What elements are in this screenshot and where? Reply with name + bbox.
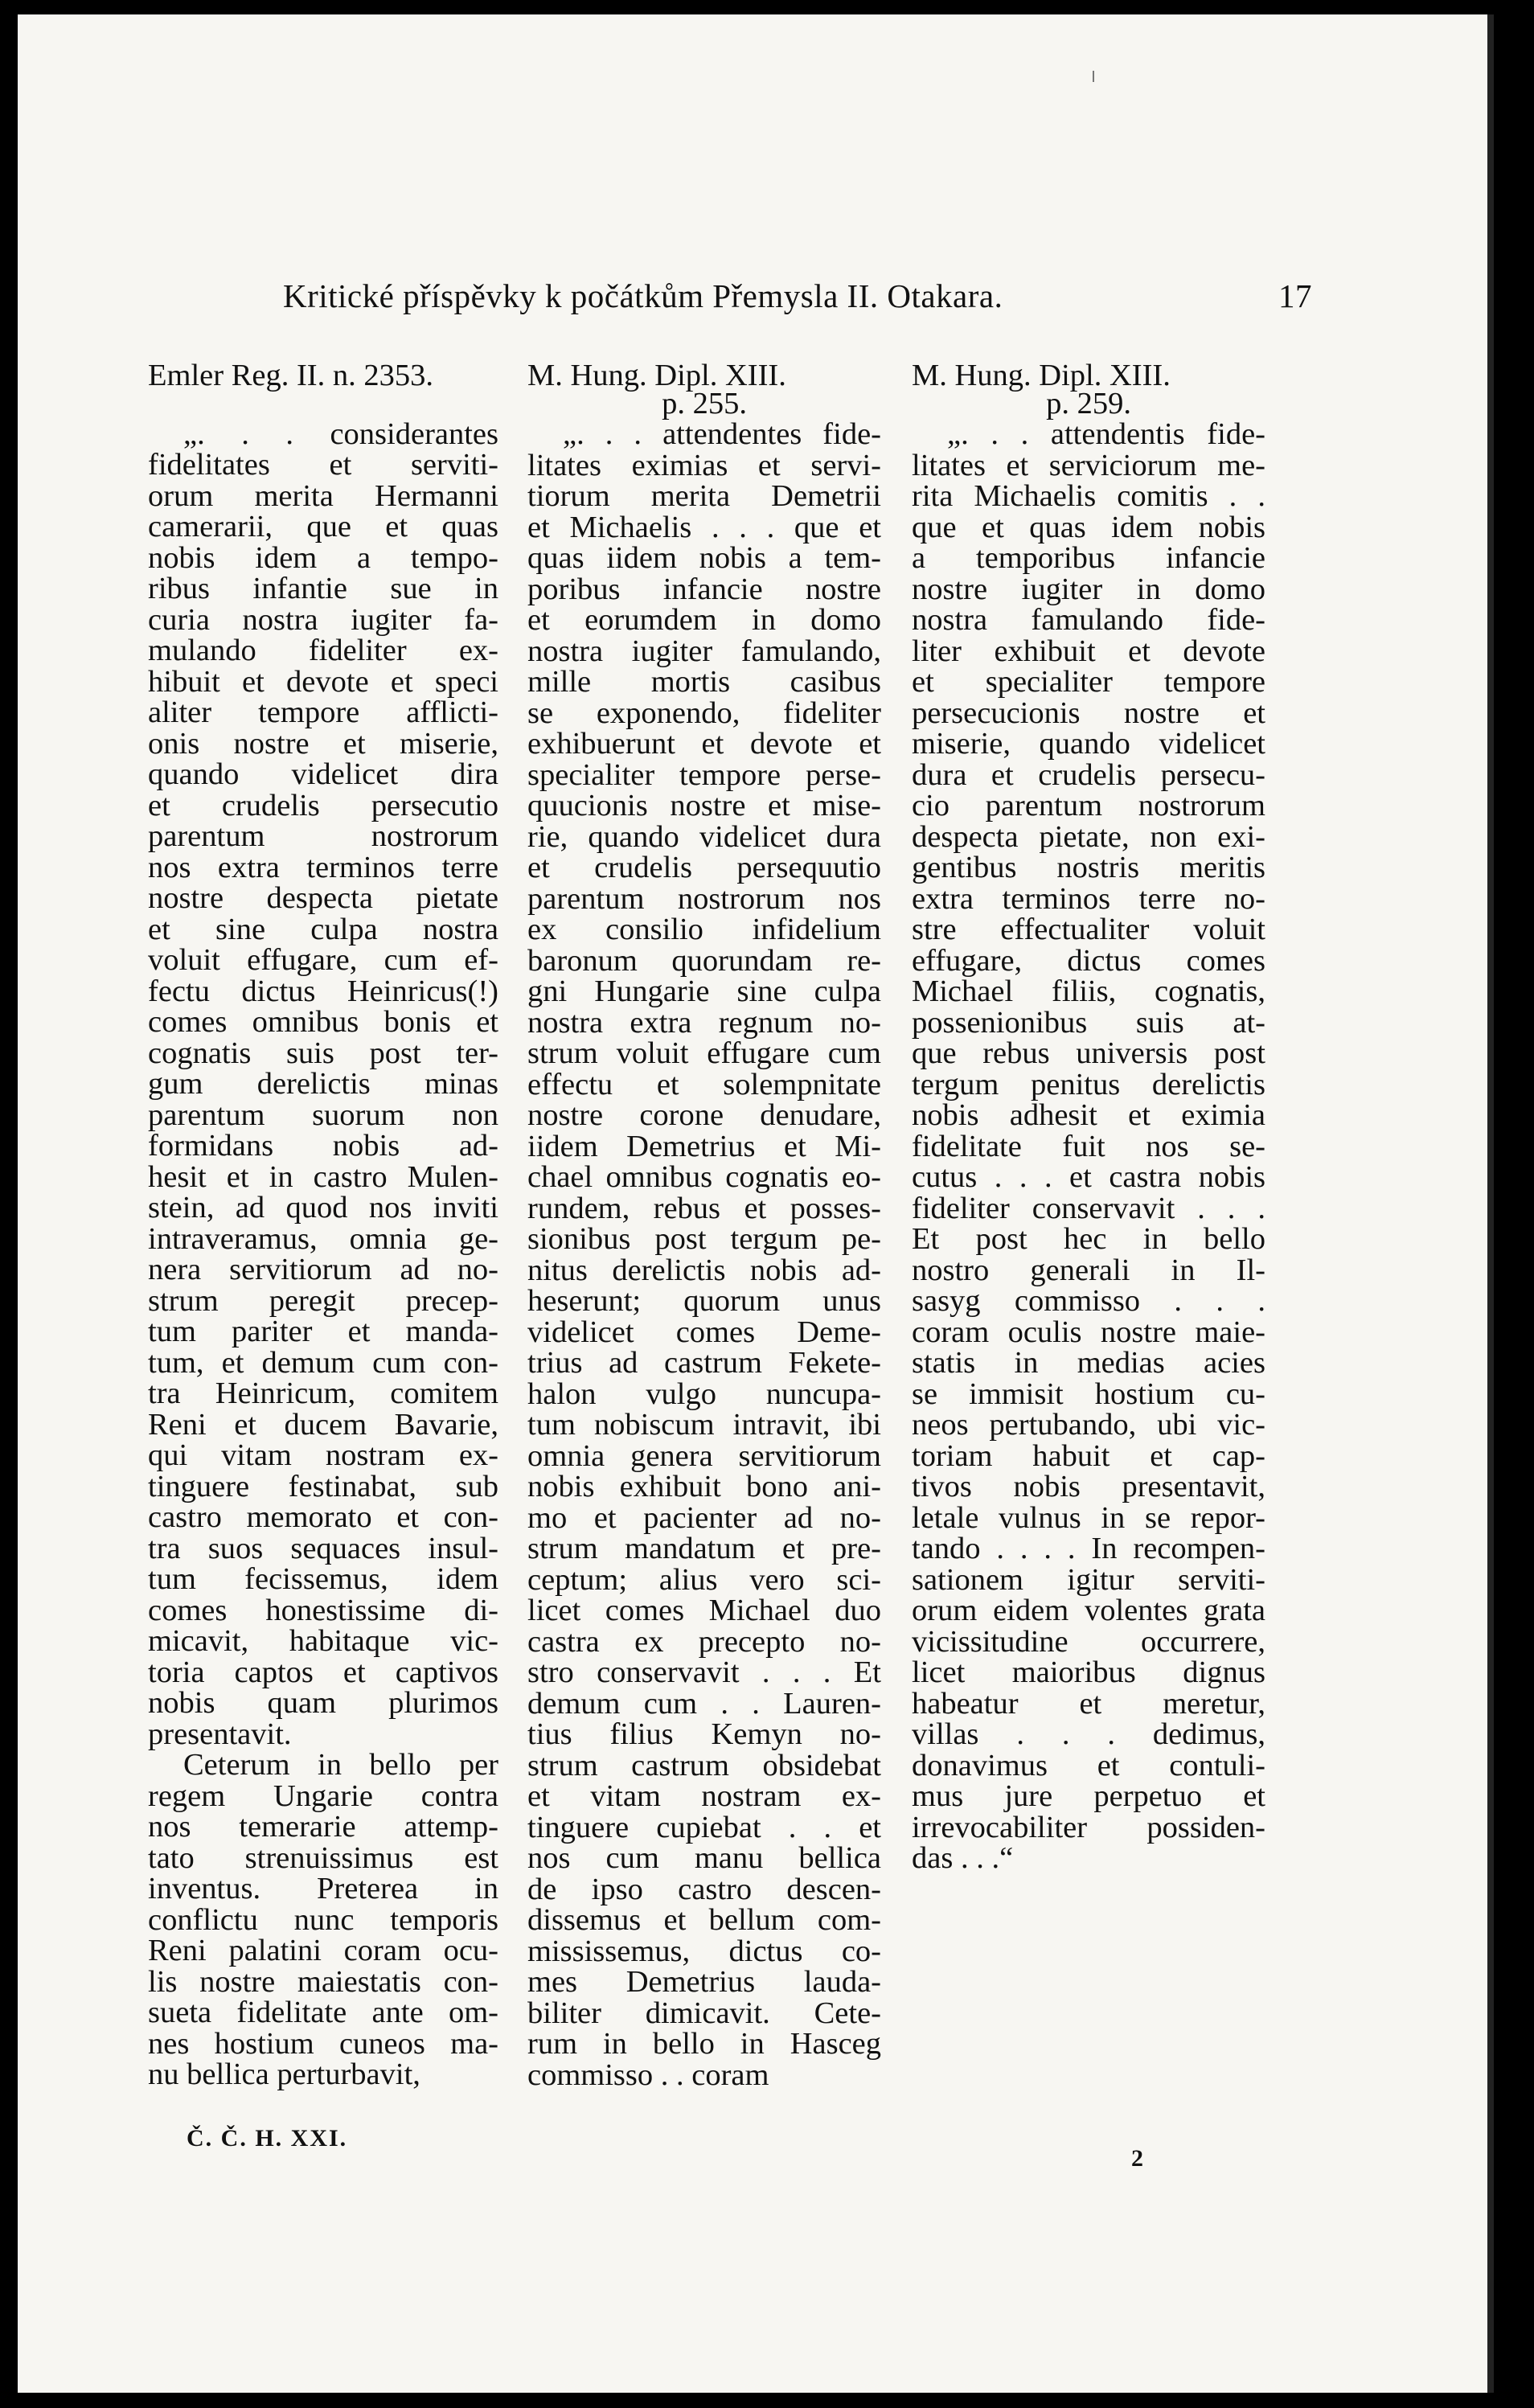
text-line: hesit et in castro Mulen- [148,1159,498,1194]
text-line: tum fecissemus, idem [148,1562,498,1596]
text-line: comes honestissime di- [148,1593,498,1627]
text-line: quando videlicet dira [148,757,498,791]
text-line: specialiter tempore perse- [527,757,881,792]
text-line: effectu et solempnitate [527,1067,881,1101]
text-line: gum derelictis minas [148,1067,498,1101]
text-line: mille mortis casibus [527,665,881,699]
text-line: camerarii, que et quas [148,510,498,544]
text-line: rundem, rebus et posses- [527,1191,881,1225]
text-line: tra Heinricum, comitem [148,1376,498,1410]
column-spacer [148,393,498,419]
text-line: Ceterum in bello per [183,1748,498,1782]
text-line: irrevocabiliter possiden- [912,1810,1265,1844]
text-line: mes Demetrius lauda- [527,1965,881,1999]
book-page [18,14,1494,2393]
text-line: orum eidem volentes grata [912,1594,1265,1627]
column-reference: M. Hung. Dipl. XIII. [912,359,1171,392]
column-emler [148,360,498,2090]
text-line: ex consilio infidelium [527,913,881,946]
text-line: letale vulnus in se repor- [912,1500,1265,1535]
text-line: gentibus nostris meritis [912,851,1265,884]
text-line: lis nostre maiestatis con- [148,1964,498,1999]
column-hung-255 [527,360,881,2090]
text-line: „. . . attendentis fide- [947,417,1265,451]
text-line: Reni palatini coram ocu- [148,1934,498,1967]
text-line: nostre iugiter in domo [912,572,1265,606]
text-line: se immisit hostium cu- [912,1376,1265,1411]
column-reference: Emler Reg. II. n. 2353. [148,359,433,392]
text-line: nobis exhibuit bono ani- [527,1470,881,1503]
text-line: rum in bello in Hasceg [527,2027,881,2061]
text-line: tivos nobis presentavit, [912,1470,1265,1503]
text-line: strum voluit effugare cum [527,1036,881,1070]
text-line: cognatis suis post ter- [148,1036,498,1070]
text-line: mus jure perpetuo et [912,1779,1265,1813]
text-line: exhibuerunt et devote et [527,727,881,761]
text-line: possenionibus suis at- [912,1005,1265,1040]
column-hung-259 [912,360,1265,1874]
text-line: tum pariter et manda- [148,1315,498,1348]
text-line: rita Michaelis comitis . . [912,479,1265,513]
text-line: das . . .“ [912,1841,1014,1875]
text-line: nera servitiorum ad no- [148,1253,498,1286]
scan-border [1487,14,1494,2393]
text-line: Et post hec in bello [912,1222,1265,1256]
text-line: chael omnibus cognatis eo- [527,1160,881,1194]
text-line: tinguere cupiebat . . et [527,1810,881,1844]
text-line: cutus . . . et castra nobis [912,1160,1265,1194]
column-page-ref: p. 259. [1046,386,1131,420]
text-line: nes hostium cuneos ma- [148,2026,498,2061]
text-line: et eorumdem in domo [527,603,881,637]
text-line: persecucionis nostre et [912,695,1265,730]
text-line: biliter dimicavit. Cete- [527,1996,881,2030]
text-line: Michael filiis, cognatis, [912,974,1265,1008]
text-line: tius filius Kemyn no- [527,1717,881,1751]
text-line: despecta pietate, non exi- [912,819,1265,854]
text-line: sationem igitur serviti- [912,1562,1265,1597]
text-line: litates eximias et servi- [527,448,881,482]
text-line: sueta fidelitate ante om- [148,1996,498,2029]
text-line: tergum penitus derelictis [912,1067,1265,1101]
text-line: liter exhibuit et devote [912,634,1265,668]
text-line: que et quas idem nobis [912,510,1265,544]
text-line: nostra famulando fide- [912,603,1265,637]
text-line: rie, quando videlicet dura [527,819,881,854]
text-line: dura et crudelis persecu- [912,757,1265,792]
text-line: statis in medias acies [912,1346,1265,1380]
page-number: 17 [1278,277,1312,314]
text-line: de ipso castro descen- [527,1872,881,1906]
text-line: halon vulgo nuncupa- [527,1376,881,1411]
text-line: heserunt; quorum unus [527,1284,881,1318]
sheet-number: 2 [1131,2145,1143,2172]
text-line: sasyg commisso . . . [912,1284,1265,1318]
text-line: habeatur et meretur, [912,1686,1265,1721]
text-line: quas iidem nobis a tem- [527,541,881,575]
text-line: iidem Demetrius et Mi- [527,1129,881,1163]
text-line: „. . . considerantes [183,416,498,451]
text-line: villas . . . dedimus, [912,1717,1265,1751]
text-line: strum mandatum et pre- [527,1532,881,1565]
text-line: que rebus universis post [912,1036,1265,1070]
text-line: fectu dictus Heinricus(!) [148,974,498,1008]
text-line: parentum nostrorum nos [527,881,881,916]
text-line: presentavit. [148,1717,292,1751]
text-line: stro conservavit . . . Et [527,1655,881,1689]
text-line: gni Hungarie sine culpa [527,974,881,1008]
text-line: inventus. Preterea in [148,1872,498,1905]
text-line: nitus derelictis nobis ad- [527,1253,881,1287]
text-line: tiorum merita Demetrii [527,479,881,513]
text-line: neos pertubando, ubi vic- [912,1408,1265,1442]
text-line: et crudelis persequutio [527,851,881,884]
text-line: videlicet comes Deme- [527,1315,881,1349]
text-line: nu bellica perturbavit, [148,2057,420,2091]
text-line: miserie, quando videlicet [912,727,1265,761]
text-line: nostra extra regnum no- [527,1005,881,1040]
text-line: Reni et ducem Bavarie, [148,1407,498,1442]
text-line: intraveramus, omnia ge- [148,1221,498,1256]
text-line: commisso . . coram [527,2057,769,2092]
text-line: castra ex precepto no- [527,1624,881,1659]
text-line: ceptum; alius vero sci- [527,1562,881,1597]
text-line: extra terminos terre no- [912,881,1265,916]
column-page-ref: p. 255. [662,386,747,420]
text-line: orum merita Hermanni [148,478,498,513]
text-line: a temporibus infancie [912,541,1265,575]
text-line: hibuit et devote et speci [148,664,498,699]
text-line: parentum suorum non [148,1097,498,1132]
text-line: toria captos et captivos [148,1655,498,1689]
text-line: licet maioribus dignus [912,1655,1265,1689]
text-line: et specialiter tempore [912,665,1265,699]
text-line: trius ad castrum Fekete- [527,1346,881,1380]
text-line: conflictu nunc temporis [148,1902,498,1937]
text-line: aliter tempore afflicti- [148,695,498,729]
text-line: quucionis nostre et mise- [527,789,881,822]
text-line: se exponendo, fideliter [527,695,881,730]
text-line: cio parentum nostrorum [912,789,1265,822]
text-line: „. . . attendentes fide- [563,417,881,451]
text-line: nobis adhesit et eximia [912,1098,1265,1132]
text-line: tando . . . . In recompen- [912,1532,1265,1565]
text-line: stre effectualiter voluit [912,913,1265,946]
text-line: comes omnibus bonis et [148,1005,498,1039]
text-line: parentum nostrorum [148,819,498,853]
text-line: mulando fideliter ex- [148,634,498,667]
text-line: nostre corone denudare, [527,1098,881,1132]
text-line: poribus infancie nostre [527,572,881,606]
text-line: nos extra terminos terre [148,850,498,884]
text-line: mississemus, dictus co- [527,1934,881,1968]
text-line: toriam habuit et cap- [912,1438,1265,1473]
text-line: micavit, habitaque vic- [148,1624,498,1658]
text-line: tum, et demum cum con- [148,1345,498,1380]
text-line: nostro generali in Il- [912,1253,1265,1287]
text-line: coram oculis nostre maie- [912,1315,1265,1349]
text-line: stein, ad quod nos inviti [148,1191,498,1225]
text-line: ribus infantie sue in [148,572,498,605]
text-line: nobis quam plurimos [148,1686,498,1720]
running-header [283,277,1312,315]
text-line: litates et serviciorum me- [912,448,1265,482]
text-line: mo et pacienter ad no- [527,1500,881,1535]
text-line: et Michaelis . . . que et [527,510,881,544]
text-line: castro memorato et con- [148,1500,498,1534]
text-line: demum cum . . Lauren- [527,1686,881,1721]
text-line: baronum quorundam re- [527,943,881,978]
text-line: et vitam nostram ex- [527,1779,881,1813]
text-line: tinguere festinabat, sub [148,1469,498,1503]
text-line: omnia genera servitiorum [527,1438,881,1473]
signature-mark: Č. Č. H. XXI. [187,2125,348,2152]
text-line: nostra iugiter famulando, [527,634,881,668]
text-line: fidelitates et serviti- [148,448,498,482]
text-line: fideliter conservavit . . . [912,1191,1265,1225]
text-line: donavimus et contuli- [912,1748,1265,1782]
text-line: nos temerarie attemp- [148,1810,498,1844]
text-line: strum castrum obsidebat [527,1748,881,1782]
text-line: voluit effugare, cum ef- [148,943,498,977]
text-line: et sine culpa nostra [148,912,498,946]
text-line: et crudelis persecutio [148,788,498,822]
text-line: qui vitam nostram ex- [148,1438,498,1472]
text-line: nos cum manu bellica [527,1841,881,1875]
text-line: onis nostre et miserie, [148,726,498,761]
text-line: tra suos sequaces insul- [148,1531,498,1565]
text-line: nobis idem a tempo- [148,540,498,575]
text-line: effugare, dictus comes [912,943,1265,978]
text-line: fidelitate fuit nos se- [912,1129,1265,1163]
text-line: tato strenuissimus est [148,1840,498,1875]
header-title: Kritické příspěvky k počátkům Přemysla II. Otakara. [283,277,1003,314]
text-line: formidans nobis ad- [148,1129,498,1163]
scan-mark [1093,71,1094,82]
text-line: vicissitudine occurrere, [912,1624,1265,1659]
text-line: tum nobiscum intravit, ibi [527,1408,881,1442]
text-line: dissemus et bellum com- [527,1903,881,1937]
text-line: regem Ungarie contra [148,1778,498,1813]
text-line: strum peregit precep- [148,1283,498,1318]
column-reference: M. Hung. Dipl. XIII. [527,359,786,392]
text-line: licet comes Michael duo [527,1594,881,1627]
text-line: sionibus post tergum pe- [527,1222,881,1256]
text-line: curia nostra iugiter fa- [148,602,498,637]
text-line: nostre despecta pietate [148,881,498,915]
